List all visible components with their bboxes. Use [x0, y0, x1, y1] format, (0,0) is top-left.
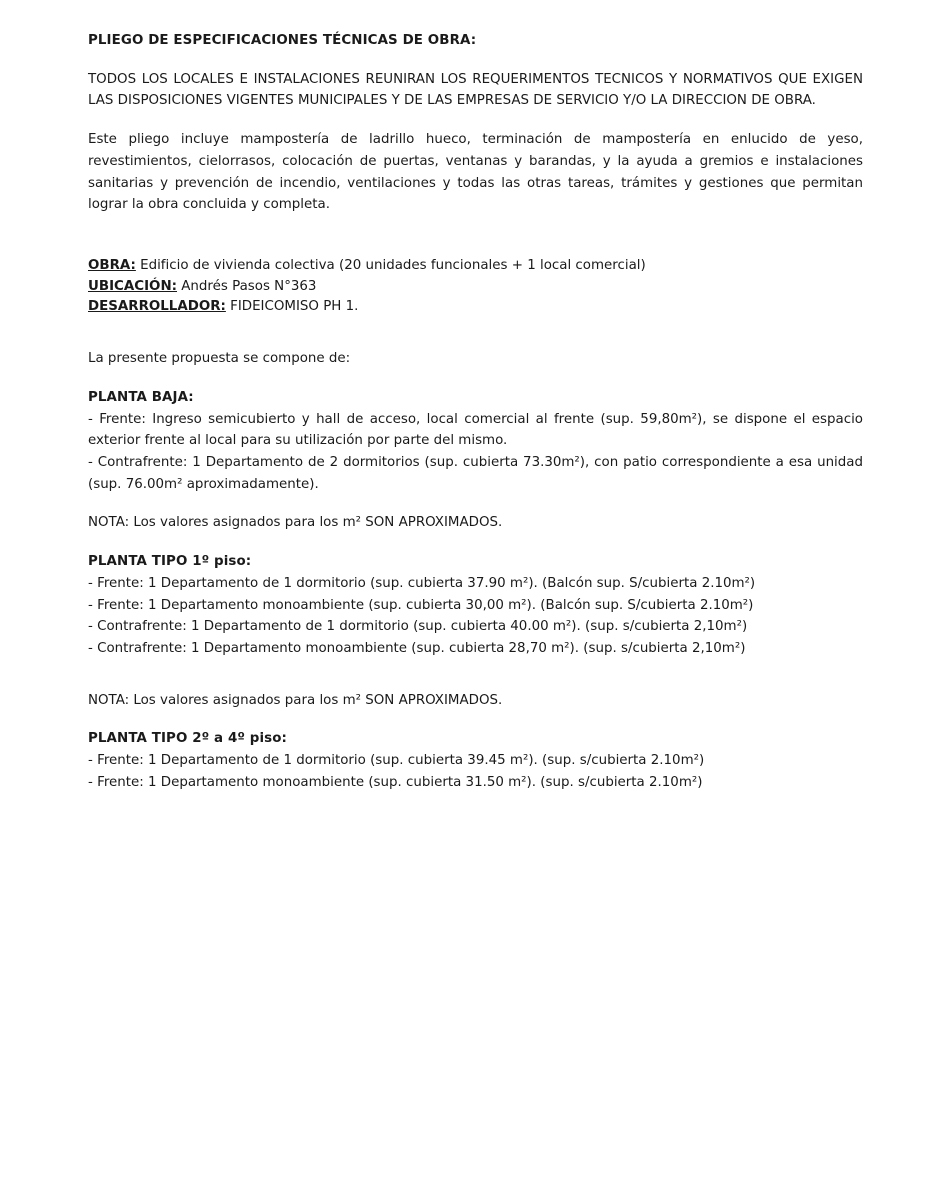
spacer: [88, 495, 863, 512]
spacer: [88, 660, 863, 690]
project-field-ubicacion: [88, 277, 863, 298]
spacer: [88, 370, 863, 387]
scope-paragraph: Este pliego incluye mampostería de ladrillo hueco, terminación de mampostería en enlucido de yeso, revestimientos, cielorrasos, colocación de puertas, ventanas y barandas, y la ayuda a gremios e instalaciones sanitarias y prevención de incendio, ventilaciones y todas las otras tareas, trámites y gestiones que permitan lograr la obra concluida y completa.: [88, 132, 863, 213]
section-line: - Frente: 1 Departamento monoambiente (sup. cubierta 30,00 m²). (Balcón sup. S/cubierta 2.10m²): [88, 597, 754, 613]
project-field-ubicacion-label: UBICACIÓN:: [88, 278, 178, 294]
section-line: - Frente: Ingreso semicubierto y hall de acceso, local comercial al frente (sup. 59,80m²), se dispone el espacio exterior frente al local para su utilización por parte del mismo.: [88, 411, 863, 449]
intro-paragraph: TODOS LOS LOCALES E INSTALACIONES REUNIRAN LOS REQUERIMENTOS TECNICOS Y NORMATIVOS QUE EXIGEN LAS DISPOSICIONES VIGENTES MUNICIPALES Y DE LAS EMPRESAS DE SERVICIO Y/O LA DIRECCION DE OBRA.: [88, 71, 863, 109]
spacer: [88, 216, 863, 256]
spacer: [88, 112, 863, 129]
section-heading-planta-baja: PLANTA BAJA:: [88, 389, 194, 405]
project-field-desarrollador-value: FIDEICOMISO PH 1.: [225, 299, 359, 315]
section-line: - Frente: 1 Departamento monoambiente (sup. cubierta 31.50 m²). (sup. s/cubierta 2.10m²): [88, 774, 703, 790]
spacer: [88, 534, 863, 551]
spacer: [88, 318, 863, 348]
document-body: [88, 30, 863, 793]
section-heading-planta-tipo-1: PLANTA TIPO 1º piso:: [88, 554, 252, 570]
section-line: - Frente: 1 Departamento de 1 dormitorio (sup. cubierta 39.45 m²). (sup. s/cubierta 2.10m²): [88, 753, 705, 769]
section-note: NOTA: Los valores asignados para los m² SON APROXIMADOS.: [88, 692, 503, 708]
section-line: - Contrafrente: 1 Departamento de 1 dormitorio (sup. cubierta 40.00 m²). (sup. s/cubierta 2,10m²): [88, 619, 748, 635]
section-heading-planta-tipo-2-4: PLANTA TIPO 2º a 4º piso:: [88, 731, 287, 747]
project-field-ubicacion-value: Andrés Pasos N°363: [177, 278, 317, 294]
project-field-desarrollador: [88, 297, 863, 318]
section-note: NOTA: Los valores asignados para los m² SON APROXIMADOS.: [88, 515, 503, 531]
section-line: - Frente: 1 Departamento de 1 dormitorio (sup. cubierta 37.90 m²). (Balcón sup. S/cubierta 2.10m²): [88, 575, 756, 591]
section-line: - Contrafrente: 1 Departamento de 2 dormitorios (sup. cubierta 73.30m²), con patio correspondiente a esa unidad (sup. 76.00m² aproximadamente).: [88, 455, 863, 492]
proposal-intro: La presente propuesta se compone de:: [88, 351, 351, 367]
project-field-desarrollador-label: DESARROLLADOR:: [88, 299, 226, 315]
project-field-obra-value: Edificio de vivienda colectiva (20 unidades funcionales + 1 local comercial): [135, 257, 646, 273]
section-line: - Contrafrente: 1 Departamento monoambiente (sup. cubierta 28,70 m²). (sup. s/cubierta 2,10m²): [88, 640, 746, 656]
document-title: PLIEGO DE ESPECIFICACIONES TÉCNICAS DE OBRA:: [88, 33, 477, 48]
project-field-obra: [88, 256, 863, 277]
spacer: [88, 711, 863, 728]
spacer: [88, 52, 863, 69]
project-field-obra-label: OBRA:: [88, 257, 136, 273]
